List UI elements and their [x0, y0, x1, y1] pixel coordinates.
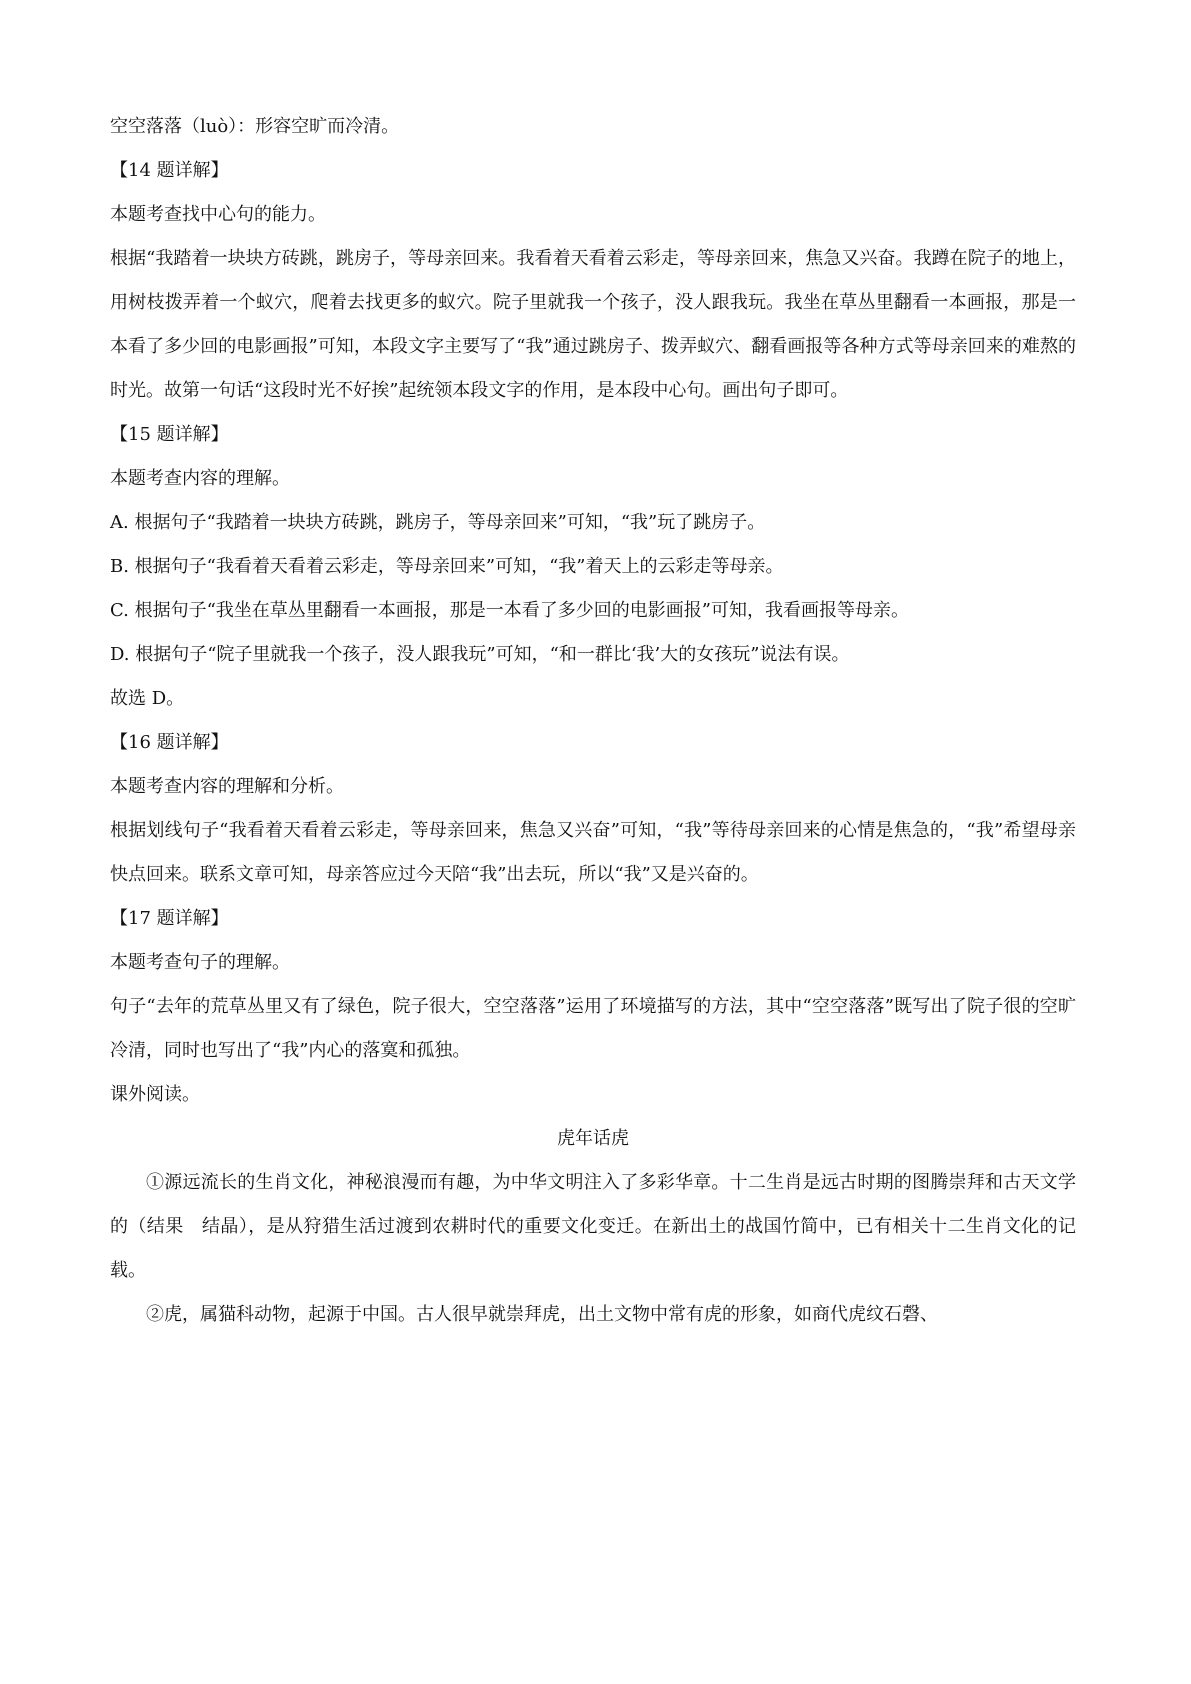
text-paragraph: 根据划线句子“我看着天看着云彩走，等母亲回来，焦急又兴奋”可知，“我”等待母亲回来的心情是焦急的，“我”希望母亲快点回来。联系文章可知，母亲答应过今天陪“我”出去玩，所以“我”又是兴奋的。 — [110, 820, 1076, 885]
text-line: 本题考查内容的理解和分析。 — [110, 776, 344, 797]
article-paragraph: ②虎，属猫科动物，起源于中国。古人很早就崇拜虎，出土文物中常有虎的形象，如商代虎纹石磬、 — [146, 1304, 938, 1325]
text-paragraph: 句子“去年的荒草丛里又有了绿色，院子很大，空空落落”运用了环境描写的方法，其中“空空落落”既写出了院子很的空旷冷清，同时也写出了“我”内心的落寞和孤独。 — [110, 996, 1076, 1061]
section-heading: 【14 题详解】 — [110, 160, 229, 181]
document-body — [110, 105, 1076, 1337]
section-heading: 【15 题详解】 — [110, 424, 229, 445]
option-c: C. 根据句子“我坐在草丛里翻看一本画报，那是一本看了多少回的电影画报”可知，我看画报等母亲。 — [110, 600, 909, 621]
text-line: 本题考查句子的理解。 — [110, 952, 290, 973]
text-line: 本题考查内容的理解。 — [110, 468, 290, 489]
text-line: 课外阅读。 — [110, 1084, 200, 1105]
option-b: B. 根据句子“我看着天看着云彩走，等母亲回来”可知，“我”着天上的云彩走等母亲。 — [110, 556, 784, 577]
option-d: D. 根据句子“院子里就我一个孩子，没人跟我玩”可知，“和一群比‘我’大的女孩玩”说法有误。 — [110, 644, 850, 665]
article-paragraph: ①源远流长的生肖文化，神秘浪漫而有趣，为中华文明注入了多彩华章。十二生肖是远古时期的图腾崇拜和古天文学的（结果 结晶），是从狩猎生活过渡到农耕时代的重要文化变迁。在新出土的战国竹简中，已有相关十二生肖文化的记载。 — [110, 1172, 1076, 1281]
article-title: 虎年话虎 — [557, 1128, 629, 1149]
text-paragraph: 根据“我踏着一块块方砖跳，跳房子，等母亲回来。我看着天看着云彩走，等母亲回来，焦急又兴奋。我蹲在院子的地上，用树枝拨弄着一个蚁穴，爬着去找更多的蚁穴。院子里就我一个孩子，没人跟我玩。我坐在草丛里翻看一本画报，那是一本看了多少回的电影画报”可知，本段文字主要写了“我”通过跳房子、拨弄蚁穴、翻看画报等各种方式等母亲回来的难熬的时光。故第一句话“这段时光不好挨”起统领本段文字的作用，是本段中心句。画出句子即可。 — [110, 248, 1076, 401]
text-line: 空空落落（luò）：形容空旷而冷清。 — [110, 116, 400, 137]
option-a: A. 根据句子“我踏着一块块方砖跳，跳房子，等母亲回来”可知，“我”玩了跳房子。 — [110, 512, 766, 533]
section-heading: 【17 题详解】 — [110, 908, 229, 929]
answer-line: 故选 D。 — [110, 688, 185, 709]
section-heading: 【16 题详解】 — [110, 732, 229, 753]
text-line: 本题考查找中心句的能力。 — [110, 204, 326, 225]
